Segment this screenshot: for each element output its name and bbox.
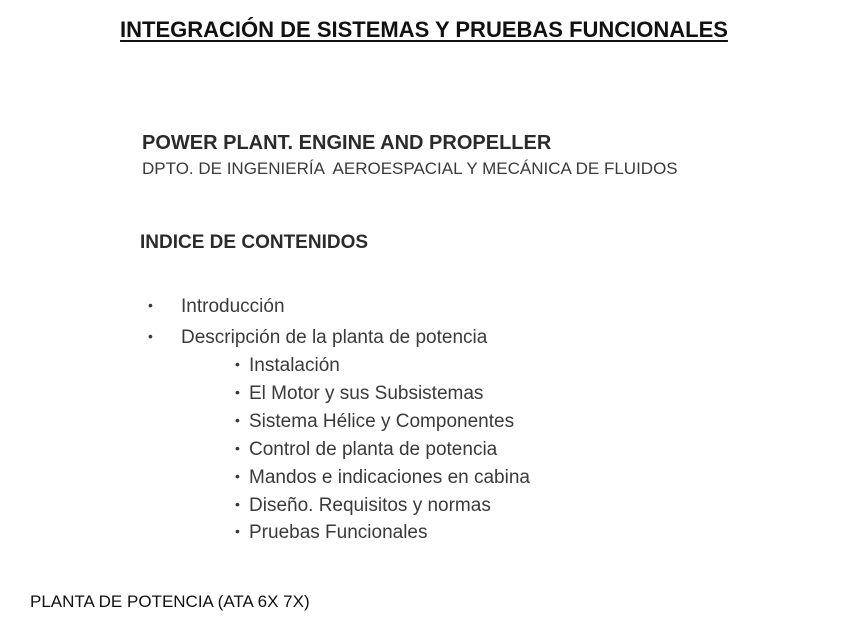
bullet-icon: • <box>235 496 240 512</box>
bullet-icon: • <box>235 356 240 372</box>
list-item-label: Descripción de la planta de potencia <box>181 327 488 348</box>
sublist-item <box>235 355 340 377</box>
sublist-item <box>235 411 514 433</box>
bullet-icon: • <box>235 412 240 428</box>
bullet-icon: • <box>235 523 240 539</box>
footer-label: PLANTA DE POTENCIA (ATA 6X 7X) <box>30 592 310 611</box>
sublist-item-label: Sistema Hélice y Componentes <box>249 411 515 432</box>
bullet-icon: • <box>235 440 240 456</box>
sublist-item-label: Mandos e indicaciones en cabina <box>249 467 530 488</box>
sublist-item <box>235 467 530 489</box>
list-item <box>148 296 285 318</box>
sublist-item-label: Diseño. Requisitos y normas <box>249 495 491 516</box>
sublist-item-label: Control de planta de potencia <box>249 439 498 460</box>
list-item-label: Introducción <box>181 296 285 317</box>
bullet-icon: • <box>148 297 153 313</box>
sublist-item-label: El Motor y sus Subsistemas <box>249 383 484 404</box>
document-subtitle: POWER PLANT. ENGINE AND PROPELLER <box>142 132 552 154</box>
index-heading: INDICE DE CONTENIDOS <box>140 232 369 253</box>
bullet-icon: • <box>235 384 240 400</box>
sublist-item <box>235 495 491 517</box>
sublist-item <box>235 522 428 544</box>
list-item <box>148 327 487 349</box>
department-name: DPTO. DE INGENIERÍA AEROESPACIAL Y MECÁNICA DE FLUIDOS <box>142 159 678 178</box>
bullet-icon: • <box>148 328 153 344</box>
document-title: INTEGRACIÓN DE SISTEMAS Y PRUEBAS FUNCIONALES <box>120 17 728 42</box>
sublist-item <box>235 439 497 461</box>
bullet-icon: • <box>235 468 240 484</box>
sublist-item-label: Pruebas Funcionales <box>249 522 428 543</box>
sublist-item <box>235 383 483 405</box>
sublist-item-label: Instalación <box>249 355 340 376</box>
